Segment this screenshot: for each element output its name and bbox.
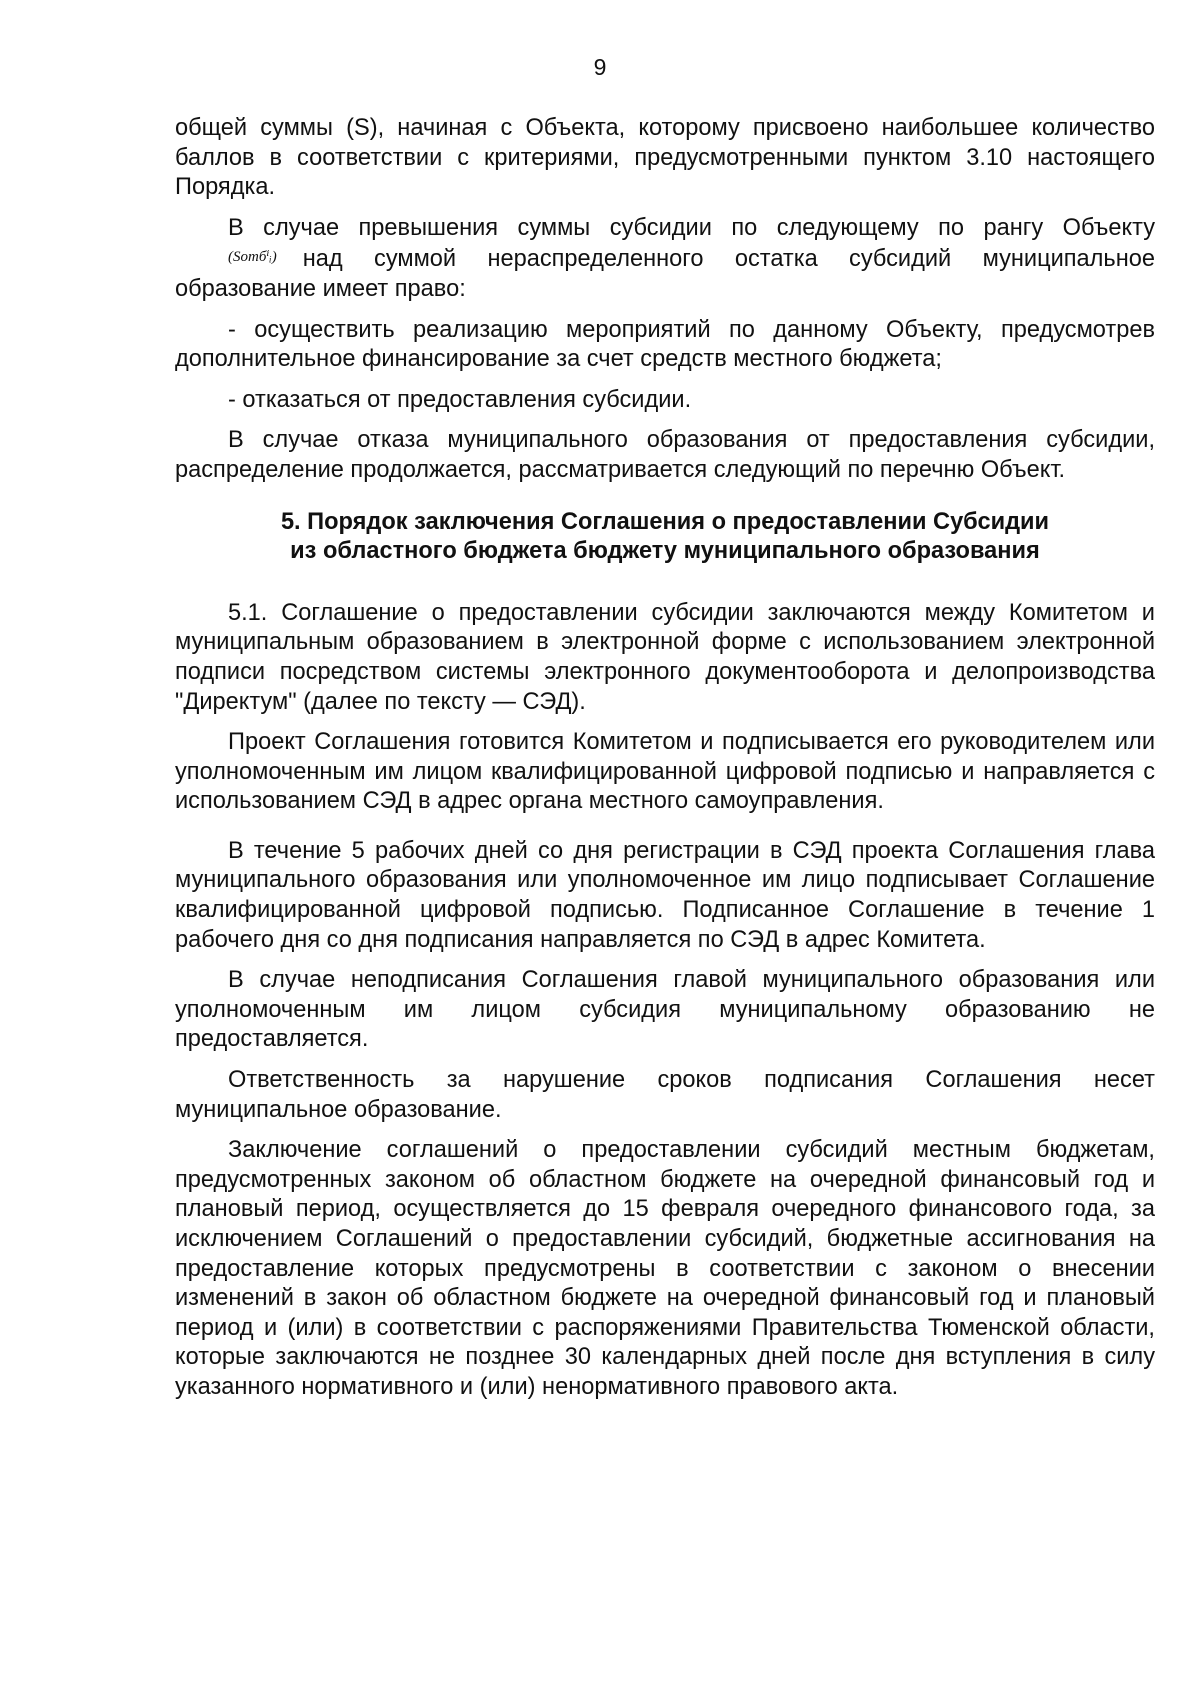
paragraph-non-signing: В случае неподписания Соглашения главой муниципального образования или уполномоченным им лицом субсидия муниципальному образованию не предоставляется.	[175, 967, 1155, 1053]
paragraph-conclusion-deadline: Заключение соглашений о предоставлении субсидий местным бюджетам, предусмотренных законом об областном бюджете на очередной финансовый год и плановый период, осуществляется до 15 февраля очередного финансового года, за исключением Соглашений о предоставлении субсидий, бюджетные ассигнования на предоставление которых предусмотрены в соответствии с законом о внесении изменений в закон об областном бюджете на очередной финансовый год и плановый период и (или) в соответствии с распоряжениями Правительства Тюменской области, которые заключаются не позднее 30 календарных дней после дня вступления в силу указанного нормативного и (или) ненормативного правового акта.	[175, 1137, 1155, 1400]
paragraph-signing-period: В течение 5 рабочих дней со дня регистрации в СЭД проекта Соглашения глава муниципального образования или уполномоченное им лицо подписывает Соглашение квалифицированной цифровой подписью. Подписанное Соглашение в течение 1 рабочего дня со дня подписания направляется по СЭД в адрес Комитета.	[175, 837, 1155, 953]
paragraph-total-sum: общей суммы (S), начиная с Объекта, которому присвоено наибольшее количество баллов в соответствии с критериями, предусмотренными пунктом 3.10 настоящего Порядка.	[175, 115, 1155, 201]
section-heading	[175, 508, 1155, 567]
section-heading-line1: 5. Порядок заключения Соглашения о предоставлении Субсидии	[280, 508, 1050, 535]
formula-s-otb: (Sотбⁱᵢ)	[228, 249, 277, 266]
paragraph-5-1: 5.1. Соглашение о предоставлении субсидии заключаются между Комитетом и муниципальным образованием в электронной форме с использованием электронной подписи посредством системы электронного документооборота и делопроизводства "Директум" (далее по тексту — СЭД).	[175, 599, 1155, 715]
paragraph-text: В случае превышения суммы субсидии по следующему по рангу Объекту	[228, 214, 1155, 241]
paragraph-text: над суммой нераспределенного остатка субсидий муниципальное образование имеет право:	[175, 246, 1155, 302]
paragraph-responsibility: Ответственность за нарушение сроков подписания Соглашения несет муниципальное образование.	[175, 1067, 1155, 1123]
page-number: 9	[593, 54, 607, 80]
paragraph-option-implement: - осуществить реализацию мероприятий по данному Объекту, предусмотрев дополнительное финансирование за счет средств местного бюджета;	[175, 316, 1155, 373]
section-heading-line2: из областного бюджета бюджету муниципального образования	[290, 538, 1040, 565]
paragraph-exceeding-subsidy	[175, 214, 1155, 305]
paragraph-draft-agreement: Проект Соглашения готовится Комитетом и подписывается его руководителем или уполномоченным им лицом квалифицированной цифровой подписью и направляется с использованием СЭД в адрес органа местного самоуправления.	[175, 729, 1155, 815]
paragraph-refusal-case: В случае отказа муниципального образования от предоставления субсидии, распределение продолжается, рассматривается следующий по перечню Объект.	[175, 427, 1155, 483]
document-body	[175, 114, 1155, 1414]
paragraph-option-refuse: - отказаться от предоставления субсидии.	[228, 386, 692, 413]
